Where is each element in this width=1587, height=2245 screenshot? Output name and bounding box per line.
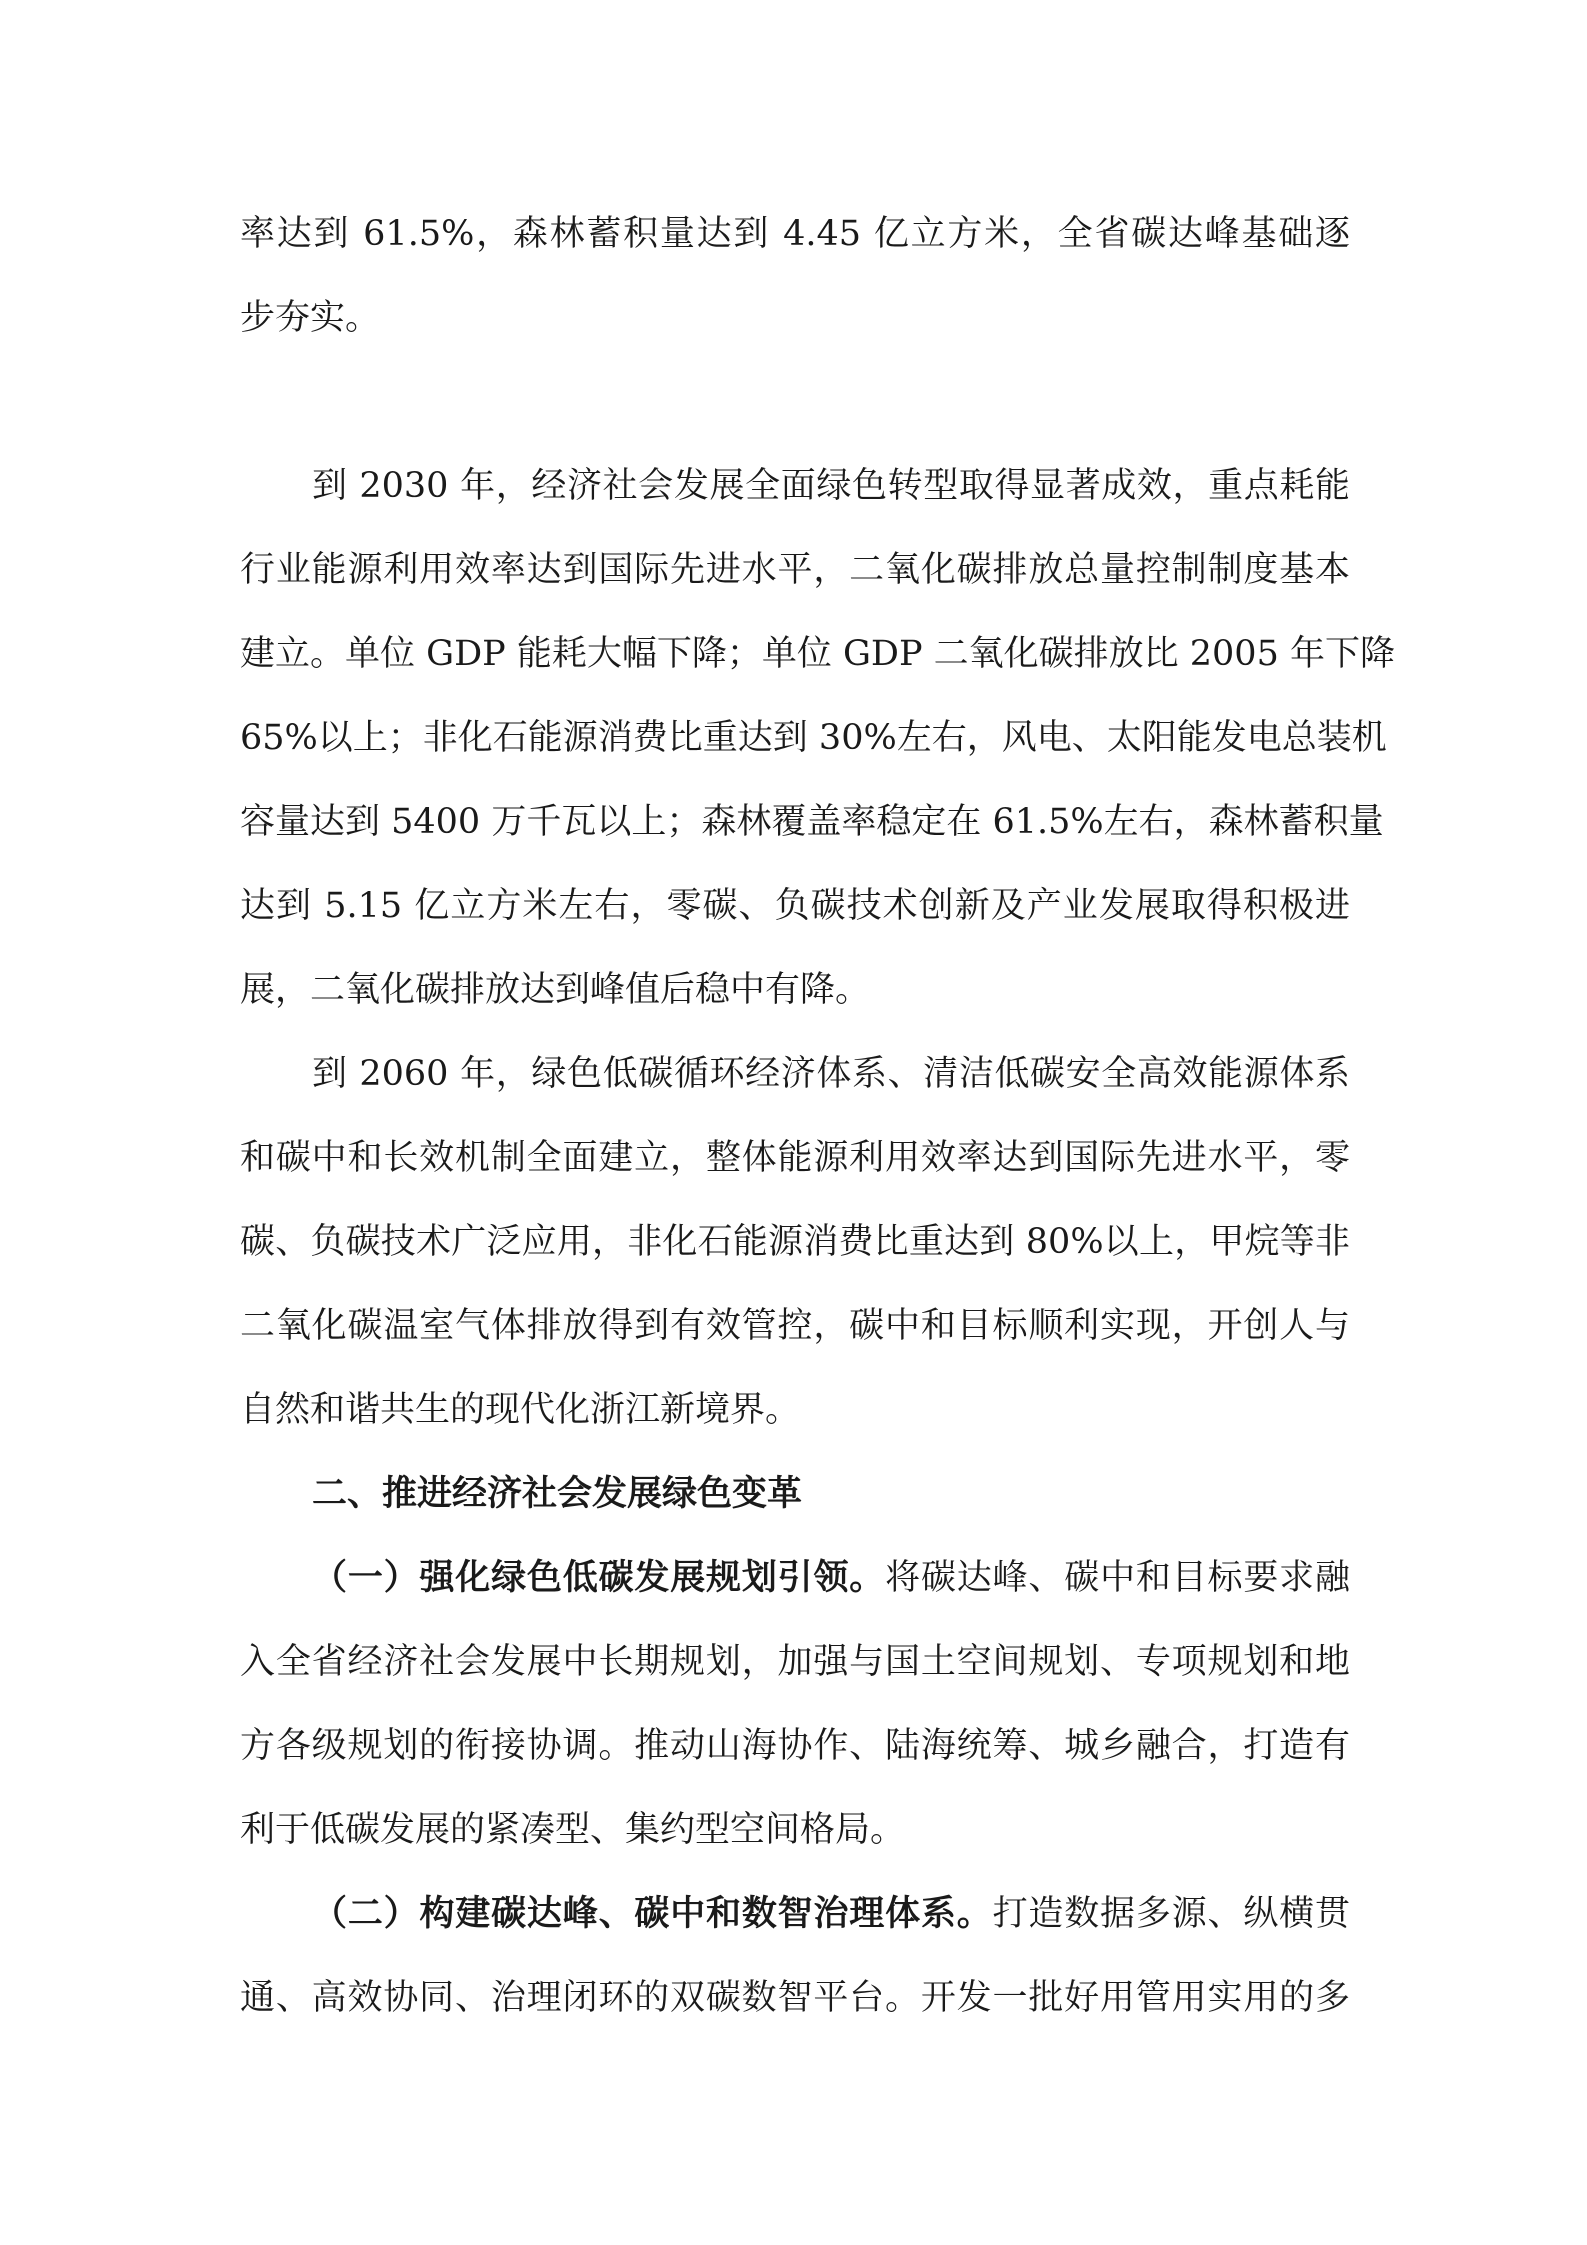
text-line: 建立。单位 GDP 能耗大幅下降；单位 GDP 二氧化碳排放比 2005 年下降 [240,634,1395,674]
text-line: 展，二氧化碳排放达到峰值后稳中有降。 [240,970,871,1010]
text-line: 自然和谐共生的现代化浙江新境界。 [240,1390,801,1430]
text-line: 达到 5.15 亿立方米左右，零碳、负碳技术创新及产业发展取得积极进 [240,886,1350,926]
text-line: 方各级规划的衔接协调。推动山海协作、陆海统筹、城乡融合，打造有 [240,1726,1350,1766]
text-line: 行业能源利用效率达到国际先进水平，二氧化碳排放总量控制制度基本 [240,550,1350,590]
subsection-title: （一）强化绿色低碳发展规划引领。 [312,1558,886,1598]
text-line: 步夯实。 [240,298,381,338]
text-line: 容量达到 5400 万千瓦以上；森林覆盖率稳定在 61.5%左右，森林蓄积量 [240,802,1384,842]
text-line [240,1536,1350,1620]
text-fragment: 将碳达峰、碳中和目标要求融 [885,1558,1350,1598]
text-line: 到 2030 年，经济社会发展全面绿色转型取得显著成效，重点耗能 [312,466,1350,506]
text-line: 二氧化碳温室气体排放得到有效管控，碳中和目标顺利实现，开创人与 [240,1306,1350,1346]
paragraph-continuation [240,192,1350,360]
text-line: 利于低碳发展的紧凑型、集约型空间格局。 [240,1810,906,1850]
section-heading-block [240,1452,1350,1536]
paragraph-2030-goals [240,444,1395,1032]
paragraph-planning-guidance [240,1536,1350,1872]
text-line: 率达到 61.5%，森林蓄积量达到 4.45 亿立方米，全省碳达峰基础逐 [240,214,1350,254]
text-fragment: 打造数据多源、纵横贯 [992,1894,1350,1934]
text-line: 入全省经济社会发展中长期规划，加强与国土空间规划、专项规划和地 [240,1642,1350,1682]
text-line: 和碳中和长效机制全面建立，整体能源利用效率达到国际先进水平，零 [240,1138,1350,1178]
paragraph-digital-governance [240,1872,1350,2040]
text-line [240,1872,1350,1956]
text-line: 65%以上；非化石能源消费比重达到 30%左右，风电、太阳能发电总装机 [240,718,1387,758]
text-line: 到 2060 年，绿色低碳循环经济体系、清洁低碳安全高效能源体系 [312,1054,1350,1094]
subsection-title: （二）构建碳达峰、碳中和数智治理体系。 [312,1894,993,1934]
paragraph-2060-goals [240,1032,1350,1452]
text-line: 碳、负碳技术广泛应用，非化石能源消费比重达到 80%以上，甲烷等非 [240,1222,1350,1262]
section-heading: 二、推进经济社会发展绿色变革 [312,1474,803,1514]
text-line: 通、高效协同、治理闭环的双碳数智平台。开发一批好用管用实用的多 [240,1978,1350,2018]
